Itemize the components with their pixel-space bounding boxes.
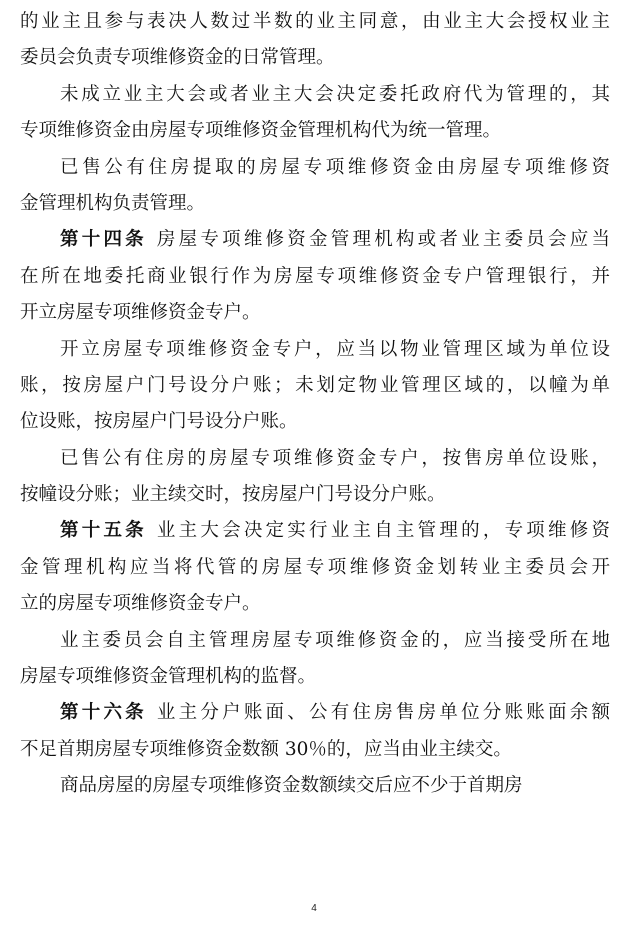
article-line	[20, 513, 610, 549]
text-line: 开立房屋专项维修资金专户，应当以物业管理区域为单位设	[60, 338, 610, 360]
text-line: 委员会负责专项维修资金的日常管理。	[20, 47, 335, 69]
body-text	[20, 4, 610, 805]
text-line: 账，按房屋户门号设分户账；未划定物业管理区域的，以幢为单	[20, 374, 610, 396]
text-line: 按幢设分账；业主续交时，按房屋户门号设分户账。	[20, 484, 446, 506]
text-line: 开立房屋专项维修资金专户。	[20, 302, 261, 324]
text-line: 已售公有住房提取的房屋专项维修资金由房屋专项维修资	[60, 156, 610, 178]
text-line: 位设账，按房屋户门号设分户账。	[20, 411, 298, 433]
article-15-label: 第十五条	[60, 520, 147, 542]
text-line: 已售公有住房的房屋专项维修资金专户，按售房单位设账，	[60, 447, 610, 469]
article-text: 业主大会决定实行业主自主管理的，专项维修资	[156, 520, 610, 542]
text-line: 立的房屋专项维修资金专户。	[20, 593, 261, 615]
text-line: 不足首期房屋专项维修资金数额 30％的，应当由业主续交。	[20, 738, 512, 760]
text-line: 金管理机构应当将代管的房屋专项维修资金划转业主委员会开	[20, 556, 610, 578]
text-line: 的业主且参与表决人数过半数的业主同意，由业主大会授权业主	[20, 11, 610, 32]
text-line: 房屋专项维修资金管理机构的监督。	[20, 666, 317, 688]
text-line: 专项维修资金由房屋专项维修资金管理机构代为统一管理。	[20, 120, 502, 142]
text-line: 金管理机构负责管理。	[20, 192, 206, 214]
article-text: 业主分户账面、公有住房售房单位分账账面余额	[156, 702, 610, 724]
article-text: 房屋专项维修资金管理机构或者业主委员会应当	[156, 229, 610, 251]
page-number: 4	[311, 903, 317, 914]
text-line: 商品房屋的房屋专项维修资金数额续交后应不少于首期房	[60, 775, 523, 797]
article-14-label: 第十四条	[60, 229, 147, 251]
article-line	[20, 222, 610, 258]
text-line: 在所在地委托商业银行作为房屋专项维修资金专户管理银行，并	[20, 265, 610, 287]
text-line: 业主委员会自主管理房屋专项维修资金的，应当接受所在地	[60, 629, 610, 651]
article-16-label: 第十六条	[60, 702, 147, 724]
article-line	[20, 695, 610, 731]
text-line: 未成立业主大会或者业主大会决定委托政府代为管理的，其	[60, 83, 610, 105]
